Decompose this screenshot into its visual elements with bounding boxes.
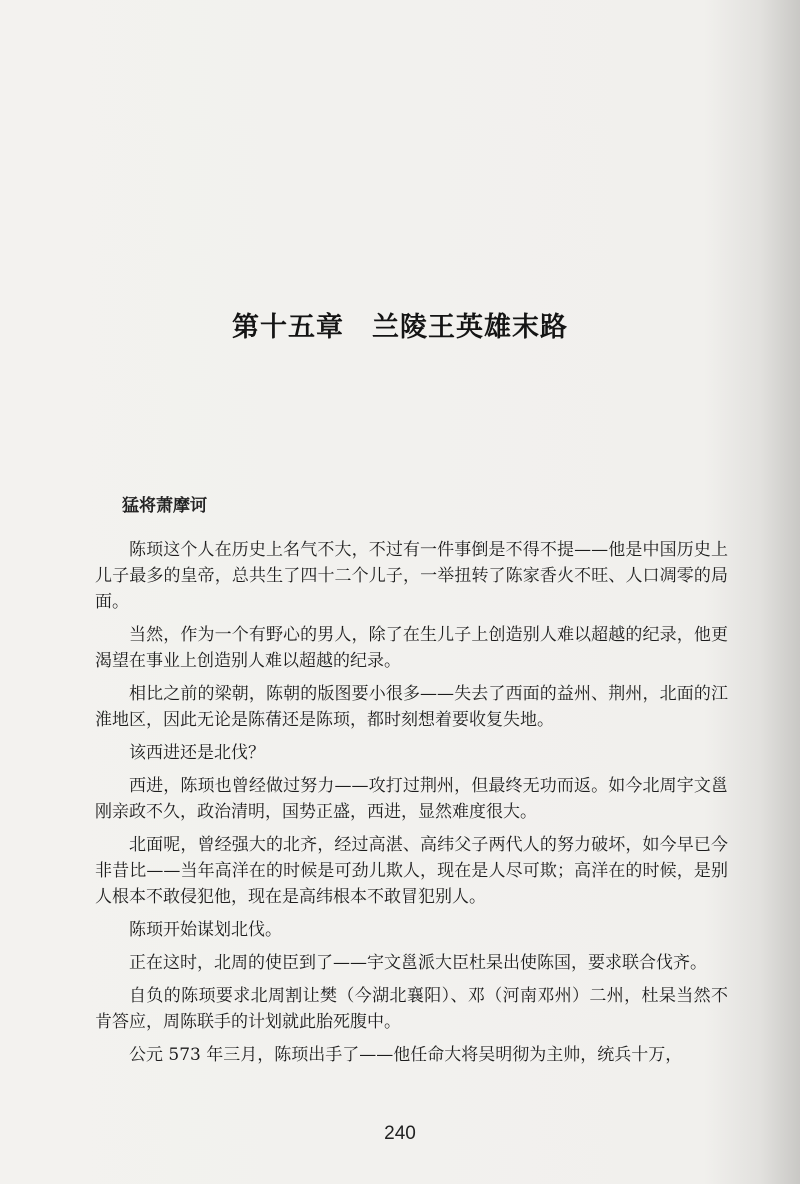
paragraph: 陈顼这个人在历史上名气不大，不过有一件事倒是不得不提——他是中国历史上儿子最多的皇帝，总共生了四十二个儿子，一举扭转了陈家香火不旺、人口凋零的局面。 <box>95 540 728 612</box>
paragraph: 公元 573 年三月，陈顼出手了——他任命大将吴明彻为主帅，统兵十万， <box>129 1045 683 1065</box>
paragraph: 西进，陈顼也曾经做过努力——攻打过荆州，但最终无功而返。如今北周宇文邕刚亲政不久，政治清明，国势正盛，西进，显然难度很大。 <box>95 776 728 822</box>
paragraph: 当然，作为一个有野心的男人，除了在生儿子上创造别人难以超越的纪录，他更渴望在事业上创造别人难以超越的纪录。 <box>95 625 728 671</box>
body-text <box>95 537 728 1075</box>
paragraph: 正在这时，北周的使臣到了——宇文邕派大臣杜杲出使陈国，要求联合伐齐。 <box>129 953 707 973</box>
paragraph: 自负的陈顼要求北周割让樊（今湖北襄阳）、邓（河南邓州）二州，杜杲当然不肯答应，周陈联手的计划就此胎死腹中。 <box>95 986 728 1032</box>
paragraph: 陈顼开始谋划北伐。 <box>129 920 282 940</box>
paragraph: 北面呢，曾经强大的北齐，经过高湛、高纬父子两代人的努力破坏，如今早已今非昔比——当年高洋在的时候是可劲儿欺人，现在是人尽可欺；高洋在的时候，是别人根本不敢侵犯他，现在是高纬根本不敢冒犯别人。 <box>95 835 728 907</box>
paragraph: 相比之前的梁朝，陈朝的版图要小很多——失去了西面的益州、荆州，北面的江淮地区，因此无论是陈蒨还是陈顼，都时刻想着要收复失地。 <box>95 684 728 730</box>
paragraph: 该西进还是北伐？ <box>129 743 265 763</box>
chapter-title: 第十五章 兰陵王英雄末路 <box>232 312 568 343</box>
page-number: 240 <box>384 1123 416 1144</box>
section-title: 猛将萧摩诃 <box>122 496 207 516</box>
